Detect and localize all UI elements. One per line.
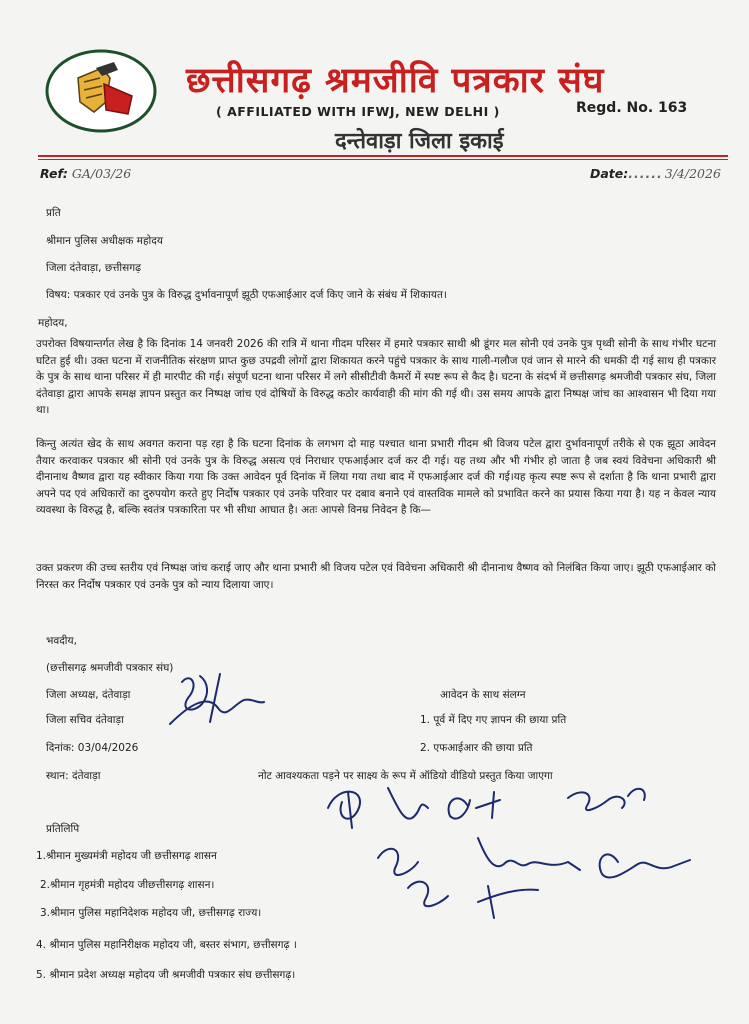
body-paragraph-1: उपरोक्त विषयान्तर्गत लेख है कि दिनांक 14 जनवरी 2026 की रात्रि में थाना गीदम परिसर में हमारे पत्रकार साथी श्री डूंगर मल सोनी एवं उनके पुत्र पृथ्वी सोनी के साथ गंभीर घटना घटित हुई थी। उक्त घटना में राजनीतिक संरक्षण प्राप्त कुछ उपद्रवी लोगों द्वारा शिकायत करने पहुंचे पत्रकार के साथ गाली-गलौज एवं जान से मारने की धमकी दी गई साथ ही पत्रकार के पुत्र के साथ थाना परिसर में ही मारपीट की गई। संपूर्ण घटना थाना परिसर में लगे सीसीटीवी कैमरों में स्पष्ट रूप से कैद है। घटना के संदर्भ में छत्तीसगढ़ श्रमजीवी पत्रकार संघ, जिला दंतेवाड़ा द्वारा आपके समक्ष ज्ञापन प्रस्तुत कर निष्पक्ष जांच एवं दोषियों के विरुद्ध कठोर कार्यवाही की मांग की गई थी। उस समय आपके द्वारा निष्पक्ष जांच का आश्वासन भी दिया गया था। — [36, 338, 716, 416]
letter-date: दिनांक: 03/04/2026 — [46, 742, 139, 754]
organization-name: छत्तीसगढ़ श्रमजीवि पत्रकार संघ — [186, 60, 605, 101]
copy-item-2: 2.श्रीमान गृहमंत्री महोदय जीछत्तीसगढ़ शासन। — [40, 879, 215, 891]
date-value: 3/4/2026 — [664, 166, 721, 181]
enclosure-item-2: 2. एफआईआर की छाया प्रति — [420, 742, 533, 754]
reference-label: Ref: — [40, 166, 68, 181]
copy-item-3: 3.श्रीमान पुलिस महानिदेशक महोदय जी, छत्तीसगढ़ राज्य। — [40, 907, 262, 919]
district-secretary: जिला सचिव दंतेवाड़ा — [46, 714, 124, 726]
closing-organization: (छत्तीसगढ़ श्रमजीवी पत्रकार संघ) — [46, 662, 174, 674]
body-paragraph-3: उक्त प्रकरण की उच्च स्तरीय एवं निष्पक्ष जांच कराई जाए और थाना प्रभारी श्री विजय पटेल एवं विवेचना अधिकारी श्री दीनानाथ वैष्णव को निलंबित किया जाए। झूठी एफआईआर को निरस्त कर निर्दोष पत्रकार एवं उनके पुत्र को न्याय दिलाया जाए। — [36, 562, 716, 591]
letter-place: स्थान: दंतेवाड़ा — [46, 770, 101, 782]
header-divider-thin — [38, 159, 728, 160]
copy-item-1: 1.श्रीमान मुख्यमंत्री महोदय जी छत्तीसगढ़ शासन — [36, 850, 217, 862]
district-president: जिला अध्यक्ष, दंतेवाड़ा — [46, 689, 131, 701]
district-unit: दन्तेवाड़ा जिला इकाई — [335, 129, 504, 154]
prati-text: प्रति — [46, 207, 61, 219]
president-signature — [160, 664, 270, 734]
closing-bhavdiya: भवदीय, — [46, 635, 77, 647]
date-label: Date: — [590, 166, 629, 181]
registration-number: Regd. No. 163 — [576, 100, 688, 116]
body-paragraph-2: किन्तु अत्यंत खेद के साथ अवगत कराना पड़ रहा है कि घटना दिनांक के लगभग दो माह पश्चात थाना प्रभारी गीदम श्री विजय पटेल द्वारा दुर्भावनापूर्ण तरीके से एक झूठा आवेदन तैयार करवाकर पत्रकार श्री सोनी एवं उनके पुत्र के विरुद्ध असत्य एवं निराधार एफआईआर दर्ज कर दी गई। यह तथ्य और भी गंभीर हो जाता है जब स्वयं विवेचना अधिकारी श्री दीनानाथ वैष्णव द्वारा यह स्वीकार किया गया कि उक्त आवेदन पूर्व दिनांक में लिया गया तथा बाद में एफआईआर दर्ज की गई।यह कृत्य स्पष्ट रूप से दर्शाता है कि थाना प्रभारी द्वारा अपने पद एवं अधिकारों का दुरुपयोग करते हुए निर्दोष पत्रकार एवं उनके परिवार पर दबाव बनाने एवं वास्तविक मामले को प्रभावित करने का प्रयास किया गया है। यह न केवल न्याय व्यवस्था के विरुद्ध है, बल्कि स्वतंत्र पत्रकारिता पर भी सीधा आघात है। अतः आपसे विनम्र निवेदन है कि— — [36, 438, 716, 516]
copy-item-5: 5. श्रीमान प्रदेश अध्यक्ष महोदय जी श्रमजीवी पत्रकार संघ छत्तीसगढ़। — [36, 969, 296, 981]
reference-line — [40, 166, 131, 181]
greeting: महोदय, — [38, 317, 68, 329]
enclosure-item-1: 1. पूर्व में दिए गए ज्ञापन की छाया प्रति — [420, 714, 567, 726]
member-signatures — [318, 778, 708, 928]
addressee-place: जिला दंतेवाड़ा, छत्तीसगढ़ — [46, 262, 142, 274]
copy-item-4: 4. श्रीमान पुलिस महानिरीक्षक महोदय जी, बस्तर संभाग, छत्तीसगढ़ । — [36, 939, 297, 951]
date-line: Date:...... 3/4/2026 — [590, 166, 721, 181]
header-divider — [38, 155, 728, 157]
reference-number: GA/03/26 — [71, 166, 132, 181]
subject-line: विषय: पत्रकार एवं उनके पुत्र के विरुद्ध दुर्भावनापूर्ण झूठी एफआईआर दर्ज किए जाने के संबंध में शिकायत। — [46, 289, 447, 301]
addressee: श्रीमान पुलिस अधीक्षक महोदय — [46, 235, 163, 247]
evidence-note: नोट आवश्यकता पड़ने पर साक्ष्य के रूप में ऑडियो वीडियो प्रस्तुत किया जाएगा — [258, 770, 553, 782]
union-logo-icon — [44, 48, 158, 134]
enclosures-title: आवेदन के साथ संलग्न — [440, 689, 526, 701]
copies-title: प्रतिलिपि — [46, 823, 80, 835]
affiliation-text: ( AFFILIATED WITH IFWJ, NEW DELHI ) — [216, 104, 500, 119]
